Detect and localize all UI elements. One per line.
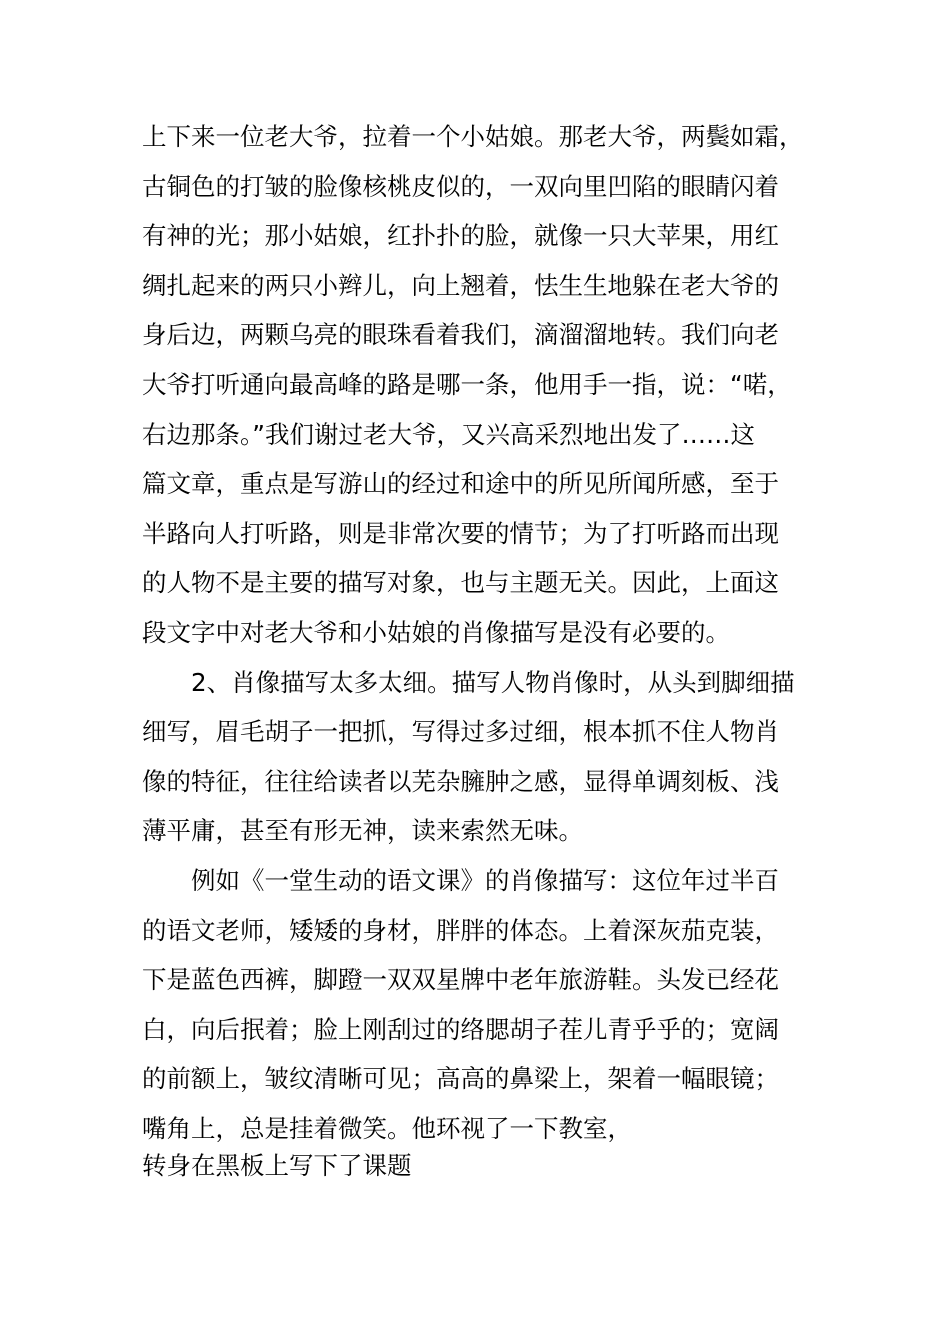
text-line: 绸扎起来的两只小辫儿，向上翘着，怯生生地躲在老大爷的 [142,270,779,300]
text-line: 下是蓝色西裤，脚蹬一双双星牌中老年旅游鞋。头发已经花 [142,965,779,995]
text-line: 的语文老师，矮矮的身材，胖胖的体态。上着深灰茄克装， [142,915,779,945]
tail-line: 转身在黑板上写下了课题 [142,1151,412,1180]
text-line: 嘴角上，总是挂着微笑。他环视了一下教室， [142,1113,632,1143]
text-line: 半路向人打听路，则是非常次要的情节；为了打听路而出现 [142,518,779,548]
text-line: 细写，眉毛胡子一把抓，写得过多过细，根本抓不住人物肖 [142,717,779,747]
text-line: 薄平庸，甚至有形无神，读来索然无味。 [142,816,583,846]
text-line: 大爷打听通向最高峰的路是哪一条，他用手一指，说：“喏， [142,369,792,399]
text-line: 身后边，两颗乌亮的眼珠看着我们，滴溜溜地转。我们向老 [142,320,779,350]
body-text [142,112,822,1153]
text-line: 有神的光；那小姑娘，红扑扑的脸，就像一只大苹果，用红 [142,221,779,251]
text-line: 的人物不是主要的描写对象，也与主题无关。因此，上面这 [142,568,779,598]
text-line: 右边那条。”我们谢过老大爷，又兴高采烈地出发了……这 [142,419,755,449]
text-line: 古铜色的打皱的脸像核桃皮似的，一双向里凹陷的眼睛闪着 [142,171,779,201]
text-line: 段文字中对老大爷和小姑娘的肖像描写是没有必要的。 [142,617,730,647]
text-line: 的前额上，皱纹清晰可见；高高的鼻梁上，架着一幅眼镜； [142,1064,779,1094]
paragraph-start-line: 例如《一堂生动的语文课》的肖像描写：这位年过半百 [191,865,779,895]
paragraph-start-line: 2、肖像描写太多太细。描写人物肖像时，从头到脚细描 [191,667,795,697]
text-line: 上下来一位老大爷，拉着一个小姑娘。那老大爷，两鬓如霜， [142,122,804,151]
text-line: 白，向后抿着；脸上刚刮过的络腮胡子茬儿青乎乎的；宽阔 [142,1014,779,1044]
text-line: 像的特征，往往给读者以芜杂臃肿之感，显得单调刻板、浅 [142,766,779,796]
text-line: 篇文章，重点是写游山的经过和途中的所见所闻所感，至于 [142,469,779,499]
